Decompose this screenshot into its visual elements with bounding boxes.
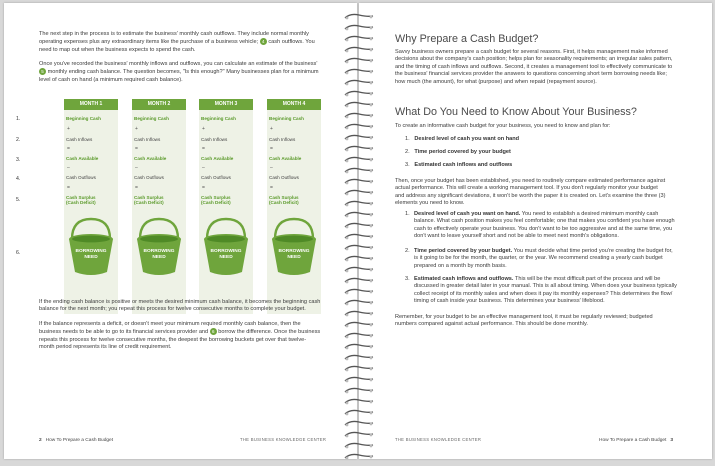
cash-outflows-label: Cash Outflows — [201, 175, 231, 180]
equals-sign: = — [270, 146, 273, 152]
detail-text — [414, 248, 694, 270]
cash-surplus-text: Cash Surplus — [269, 195, 299, 200]
text-line: balance for the next month; you repeat this process for twelve consecutive months to complete your budget. — [39, 306, 306, 313]
borrowing-bucket — [66, 217, 116, 273]
text-line: cash to effectively operate your business. You don't want to be too aggressive and at the same time, you — [414, 225, 673, 232]
cash-surplus-label — [201, 195, 251, 206]
bucket-label-2: NEED — [84, 255, 98, 260]
month-column — [132, 99, 186, 314]
bucket-label — [66, 249, 116, 261]
text-line: level of cash on hand (a minimum required cash balance). — [39, 76, 183, 83]
month-header: MONTH 3 — [199, 99, 253, 110]
bucket-icon — [201, 217, 251, 279]
bucket-label — [201, 249, 251, 261]
month-column — [199, 99, 253, 314]
cash-surplus-text: Cash Surplus — [134, 195, 164, 200]
equals-sign: = — [202, 146, 205, 152]
bucket-icon — [269, 217, 319, 279]
text-line: collect receipt of its monthly sales and when does it pay its monthly expenses? This determines the flow/ — [414, 290, 673, 297]
text-line: prepared on a month by month basis. — [414, 262, 507, 269]
beginning-cash-label: Beginning Cash — [134, 116, 169, 121]
detail-heading: Estimated cash inflows and outflows. — [414, 276, 514, 282]
binding-ring — [342, 107, 376, 115]
binding-ring — [342, 8, 376, 16]
cash-inflows-label: Cash Inflows — [201, 137, 228, 142]
list-text: Estimated cash inflows and outflows — [414, 162, 513, 168]
text-line: is it going to be for the month, the quarter, or the year. We recommend creating a yearly cash budget — [414, 255, 663, 262]
binding-ring — [342, 19, 376, 27]
binding-ring — [342, 30, 376, 38]
cash-available-label: Cash Available — [66, 156, 99, 161]
footer-center: THE BUSINESS KNOWLEDGE CENTER — [395, 437, 482, 442]
binding-ring — [342, 206, 376, 214]
binding-ring — [342, 85, 376, 93]
list-item — [405, 162, 512, 169]
text-line: the business' financial services provider the answers to questions concerning short term borrowing needs like; — [395, 71, 667, 78]
binding-ring — [342, 140, 376, 148]
cash-available-label: Cash Available — [134, 156, 167, 161]
detail-text — [414, 211, 694, 241]
cash-inflows-label: Cash Inflows — [269, 137, 296, 142]
equals-sign: = — [135, 185, 138, 191]
right-footer-center — [395, 437, 481, 443]
cash-surplus-text: Cash Surplus — [66, 195, 96, 200]
binding-ring — [342, 272, 376, 280]
list-number: 3. — [405, 276, 410, 282]
text-line: The next step in the process is to estimate the business' monthly cash outflows. They include normal monthly — [39, 31, 309, 37]
binding-ring — [342, 415, 376, 423]
minus-sign: – — [67, 165, 70, 171]
borrowing-bucket — [269, 217, 319, 273]
right-page — [359, 3, 712, 459]
equals-sign: = — [67, 146, 70, 152]
text-line: You must decide what time period you're creating the budget for, — [513, 248, 673, 254]
binding-ring — [342, 327, 376, 335]
text-line: month period represents its line of credit requirement. — [39, 344, 172, 351]
binding-ring — [342, 250, 376, 258]
bucket-label-2: NEED — [219, 255, 233, 260]
list-item — [405, 149, 511, 156]
text-line: elements you need to know. — [395, 200, 465, 207]
bucket-label-1: BORROWING — [210, 249, 242, 254]
text-line: and address any significant deviations, it won't be worth the paper it is created on. Let's examine the three (3) — [395, 192, 666, 199]
binding-ring — [342, 195, 376, 203]
binding-ring — [342, 305, 376, 313]
cash-available-label: Cash Available — [269, 156, 302, 161]
binding-ring — [342, 162, 376, 170]
left-page — [4, 3, 357, 459]
left-footer-title — [39, 438, 113, 443]
paragraph-3 — [39, 299, 339, 314]
row-number: 4. — [16, 176, 21, 182]
text-line: business needs to be able to go to its financial services provider and — [39, 329, 209, 336]
cash-available-label: Cash Available — [201, 156, 234, 161]
then-paragraph — [395, 178, 685, 208]
intro-paragraph-2 — [39, 61, 339, 84]
row-number: 1. — [16, 116, 21, 122]
list-number: 2. — [405, 248, 410, 254]
text-line: This will be the most difficult part of the process and will be — [514, 276, 661, 282]
binding-ring — [342, 239, 376, 247]
text-line: how much (the amount), for what (purpose) and when repaid (repayment source). — [395, 78, 597, 85]
binding-ring — [342, 52, 376, 60]
text-line: If the ending cash balance is positive or meets the desired minimum cash balance, it becomes the beginning cash — [39, 299, 321, 305]
text-line: timing of cash inside your business. This determines your business' lifeblood. — [414, 298, 605, 305]
binding-ring — [342, 349, 376, 357]
text-line: need to map out when the business expects to spend the cash. — [39, 46, 196, 53]
footer-center: THE BUSINESS KNOWLEDGE CENTER — [240, 437, 327, 442]
binding-ring — [342, 118, 376, 126]
list-item — [405, 136, 519, 143]
plus-sign: + — [67, 126, 70, 132]
list-number: 1. — [405, 136, 410, 142]
text-line: and the timing of cash inflows and outflows. Second, it creates a management tool to effectively communicate to — [395, 63, 673, 70]
equals-sign: = — [202, 185, 205, 191]
binding-ring — [342, 129, 376, 137]
month-header: MONTH 2 — [132, 99, 186, 110]
list-text: Time period covered by your budget — [414, 149, 511, 155]
cash-outflows-label: Cash Outflows — [134, 175, 164, 180]
binding-ring — [342, 173, 376, 181]
text-line: balance. What cash position makes you feel comfortable; one that makes you confident you have enough — [414, 218, 675, 225]
list-number: 1. — [405, 211, 410, 217]
cash-surplus-label — [269, 195, 319, 206]
binding-ring — [342, 448, 376, 456]
binding-ring — [342, 437, 376, 445]
cash-surplus-label — [134, 195, 184, 206]
row-number: 3. — [16, 157, 21, 163]
plus-sign: + — [202, 126, 205, 132]
minus-sign: – — [135, 165, 138, 171]
detail-text — [414, 276, 694, 306]
cash-deficit-text: (Cash Deficit) — [201, 200, 231, 206]
detail-heading: Time period covered by your budget. — [414, 248, 513, 254]
binding-ring — [342, 261, 376, 269]
text-line: decisions about the company's cash position; helps plan for seasonality requirements; an irregular sales pattern, — [395, 56, 673, 63]
binding-ring — [342, 217, 376, 225]
minus-sign: – — [202, 165, 205, 171]
binding-ring — [342, 338, 376, 346]
text-line: Remember, for your budget to be an effective management tool, it must be regularly reviewed; budgeted — [395, 314, 653, 320]
step-badge: 5 — [39, 68, 46, 75]
binding-ring — [342, 63, 376, 71]
equals-sign: = — [270, 185, 273, 191]
text-line: operating expenses plus any extraordinary items like the purchase of a business vehicle; — [39, 39, 259, 46]
page-number: 3 — [670, 438, 674, 443]
binding-ring — [342, 283, 376, 291]
bucket-label — [134, 249, 184, 261]
heading-know: What Do You Need to Know About Your Business? — [395, 106, 637, 118]
text-line: repeats this process for twelve consecutive months, the deepest the borrowing buckets get over that twelve- — [39, 336, 307, 343]
bucket-icon — [134, 217, 184, 279]
text-line: numbers compared against actual performance. This should be done monthly. — [395, 321, 588, 328]
detail-heading: Desired level of cash you want on hand. — [414, 211, 521, 217]
binding-ring — [342, 393, 376, 401]
bucket-label-1: BORROWING — [143, 249, 175, 254]
text-line: discussed in greater detail later in your manual. This is all about timing. When does your business typically — [414, 283, 677, 290]
bucket-icon — [66, 217, 116, 279]
page-number: 2 — [39, 438, 42, 443]
cash-surplus-text: Cash Surplus — [201, 195, 231, 200]
why-paragraph — [395, 49, 685, 86]
binding-ring — [342, 74, 376, 82]
text-line: don't want to leave yourself short and not be able to meet next month's obligations. — [414, 233, 619, 240]
equals-sign: = — [135, 146, 138, 152]
bucket-label-1: BORROWING — [278, 249, 310, 254]
row-number: 5. — [16, 197, 21, 203]
row-number: 6. — [16, 250, 21, 256]
intro-paragraph-1 — [39, 31, 339, 54]
paragraph-4 — [39, 321, 339, 352]
binding-ring — [342, 184, 376, 192]
cash-outflows-label: Cash Outflows — [269, 175, 299, 180]
binding-ring — [342, 382, 376, 390]
beginning-cash-label: Beginning Cash — [201, 116, 236, 121]
binding-ring — [342, 151, 376, 159]
cash-deficit-text: (Cash Deficit) — [269, 200, 299, 206]
text-line: Once you've recorded the business' monthly inflows and outflows, you can calculate an estimate of the business' — [39, 61, 318, 67]
bucket-label-2: NEED — [152, 255, 166, 260]
footer-title: How To Prepare a Cash Budget — [45, 438, 114, 443]
minus-sign: – — [270, 165, 273, 171]
text-line: If the balance represents a deficit, or doesn't meet your minimum required monthly cash balance, then the — [39, 321, 301, 327]
cash-inflows-label: Cash Inflows — [134, 137, 161, 142]
binding-ring — [342, 96, 376, 104]
heading-why: Why Prepare a Cash Budget? — [395, 33, 539, 45]
binding-ring — [342, 41, 376, 49]
text-line: cash outflows. You — [268, 39, 315, 46]
cash-deficit-text: (Cash Deficit) — [134, 200, 164, 206]
beginning-cash-label: Beginning Cash — [269, 116, 304, 121]
borrowing-bucket — [134, 217, 184, 273]
text-line: Then, once your budget has been established, you need to routinely compare estimated performance against — [395, 178, 666, 184]
binding-ring — [342, 360, 376, 368]
beginning-cash-label: Beginning Cash — [66, 116, 101, 121]
binding-ring — [342, 294, 376, 302]
row-number: 2. — [16, 137, 21, 143]
text-line: Savvy business owners prepare a cash budget for several reasons. First, it helps management make informed — [395, 49, 668, 55]
bucket-label — [269, 249, 319, 261]
cash-inflows-label: Cash Inflows — [66, 137, 93, 142]
binding-ring — [342, 404, 376, 412]
text-line: borrow the difference. Once the business — [218, 329, 321, 336]
month-column — [267, 99, 321, 314]
text-line: monthly ending cash balance. The question becomes, "Is this enough?" Many businesses plan for a minimum — [47, 69, 319, 76]
left-footer-center — [240, 437, 326, 443]
bucket-label-2: NEED — [287, 255, 301, 260]
month-column — [64, 99, 118, 314]
binding-ring — [342, 371, 376, 379]
cash-surplus-label — [66, 195, 116, 206]
text-line: actual performance. This will create a working management tool. If you don't regularly monitor your budget — [395, 185, 658, 192]
know-intro: To create an informative cash budget for your business, you need to know and plan for: — [395, 123, 611, 129]
text-line: You need to establish a desired minimum monthly cash — [521, 211, 659, 217]
equals-sign: = — [67, 185, 70, 191]
list-number: 2. — [405, 149, 410, 155]
remember-paragraph — [395, 314, 685, 329]
bucket-label-1: BORROWING — [75, 249, 107, 254]
binding-ring — [342, 316, 376, 324]
month-header: MONTH 4 — [267, 99, 321, 110]
step-badge: 4 — [260, 38, 267, 45]
footer-title: How To Prepare a Cash Budget — [599, 438, 667, 443]
cash-outflows-label: Cash Outflows — [66, 175, 96, 180]
cash-deficit-text: (Cash Deficit) — [66, 200, 96, 206]
borrowing-bucket — [201, 217, 251, 273]
step-badge: 6 — [210, 328, 217, 335]
plus-sign: + — [270, 126, 273, 132]
plus-sign: + — [135, 126, 138, 132]
binding-ring — [342, 426, 376, 434]
list-text: Desired level of cash you want on hand — [414, 136, 520, 142]
list-number: 3. — [405, 162, 410, 168]
binding-ring — [342, 228, 376, 236]
month-header: MONTH 1 — [64, 99, 118, 110]
right-footer-title — [599, 438, 673, 443]
